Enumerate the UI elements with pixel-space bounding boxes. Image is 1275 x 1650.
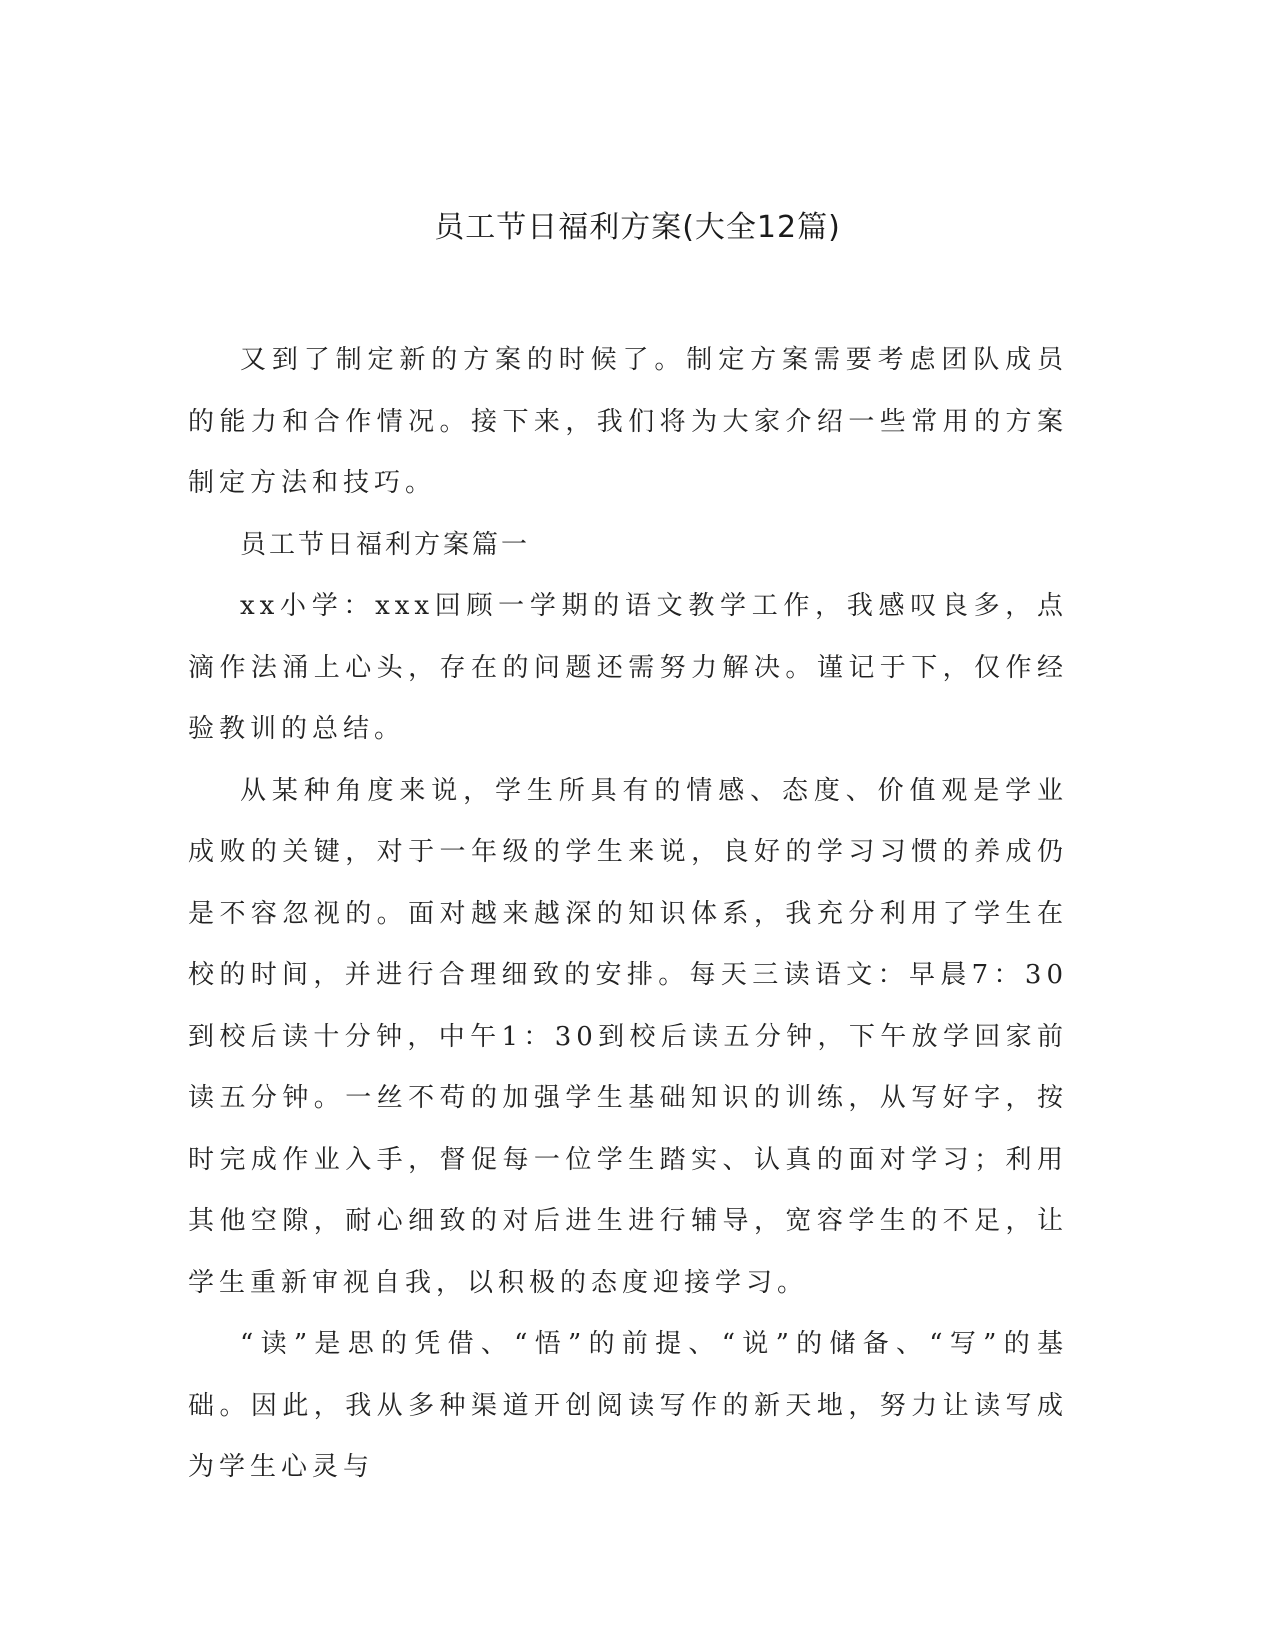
body-paragraph: “读”是思的凭借、“悟”的前提、“说”的储备、“写”的基础。因此，我从多种渠道开创阅读写作的新天地，努力让读写成为学生心灵与 — [188, 1329, 1068, 1482]
document-title: 员工节日福利方案(大全12篇) — [434, 210, 841, 245]
document-body — [188, 330, 1068, 1499]
body-paragraph: xx小学：xxx回顾一学期的语文教学工作，我感叹良多，点滴作法涌上心头，存在的问题还需努力解决。谨记于下，仅作经验教训的总结。 — [188, 591, 1068, 744]
intro-paragraph: 又到了制定新的方案的时候了。制定方案需要考虑团队成员的能力和合作情况。接下来，我们将为大家介绍一些常用的方案制定方法和技巧。 — [188, 345, 1068, 498]
section-heading: 员工节日福利方案篇一 — [240, 529, 531, 560]
body-paragraph: 从某种角度来说，学生所具有的情感、态度、价值观是学业成败的关键，对于一年级的学生来说，良好的学习习惯的养成仍是不容忽视的。面对越来越深的知识体系，我充分利用了学生在校的时间，并进行合理细致的安排。每天三读语文：早晨7：30到校后读十分钟，中午1：30到校后读五分钟，下午放学回家前读五分钟。一丝不苟的加强学生基础知识的训练，从写好字，按时完成作业入手，督促每一位学生踏实、认真的面对学习；利用其他空隙，耐心细致的对后进生进行辅导，宽容学生的不足，让学生重新审视自我，以积极的态度迎接学习。 — [188, 775, 1068, 1298]
